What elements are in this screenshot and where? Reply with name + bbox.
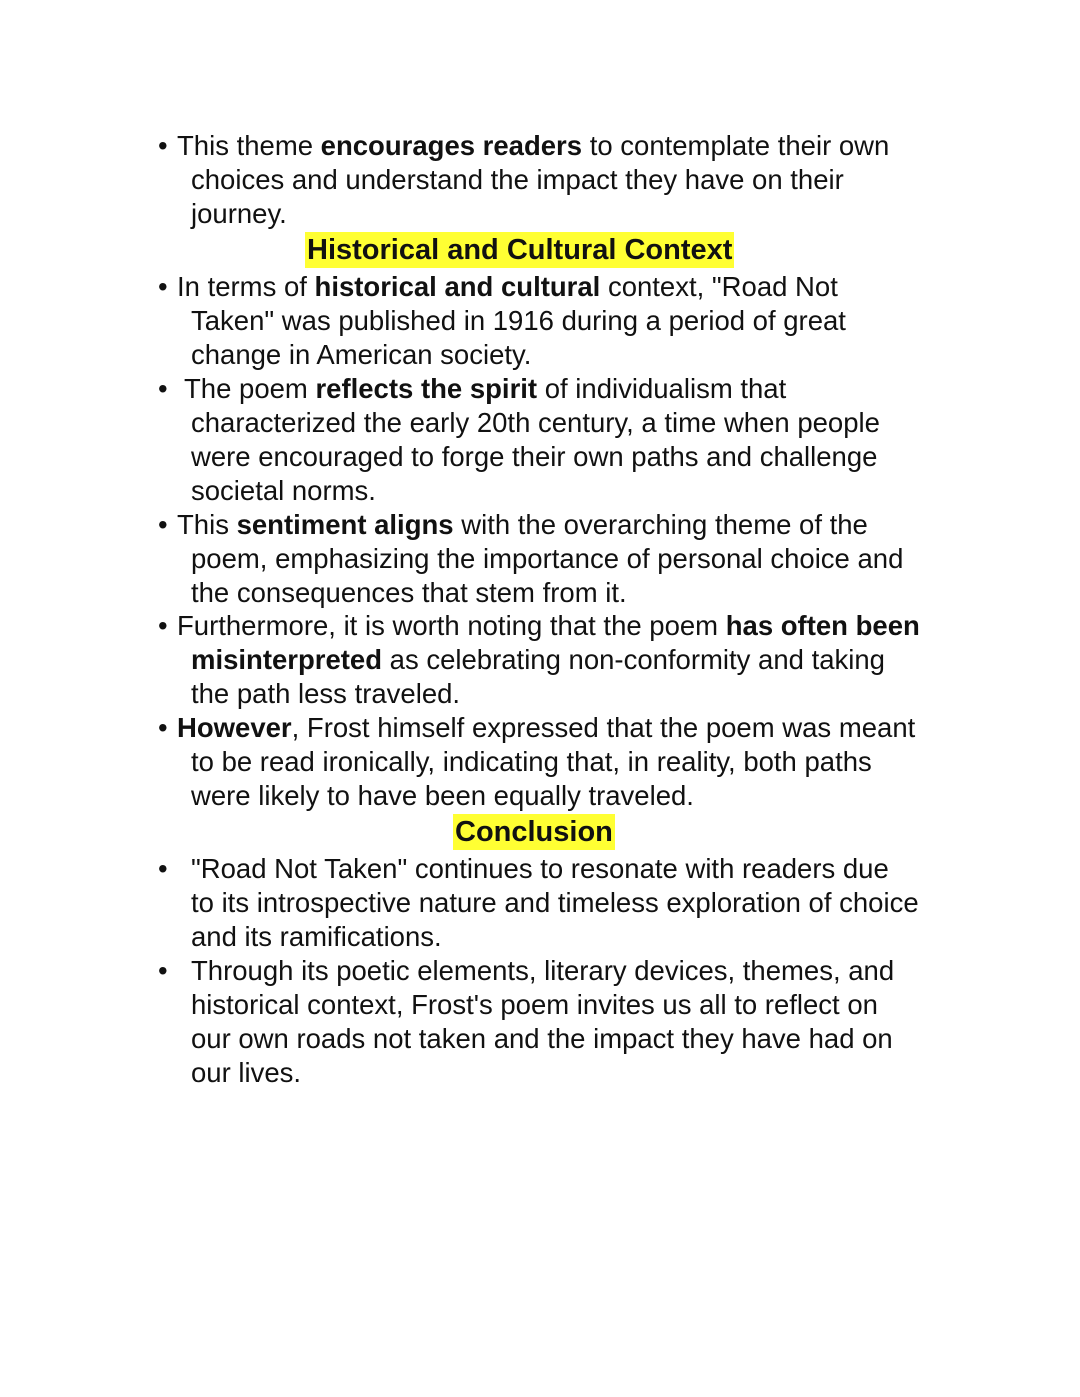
text-line (191, 886, 981, 920)
text-run: to be read ironically, indicating that, in reality, both paths (191, 746, 872, 777)
text-line (191, 542, 981, 576)
text-run: This (177, 509, 237, 540)
text-line (191, 163, 981, 197)
bullet-marker: • (158, 712, 168, 743)
text-line (177, 270, 981, 304)
text-line (191, 338, 981, 372)
bold-phrase: sentiment aligns (236, 509, 454, 540)
text-line (191, 440, 981, 474)
text-run: Taken" was published in 1916 during a period of great (191, 305, 846, 336)
text-run: to contemplate their own (582, 130, 890, 161)
text-line (191, 406, 981, 440)
text-line (177, 129, 981, 163)
bold-phrase: misinterpreted (191, 644, 383, 675)
text-run: the consequences that stem from it. (191, 577, 627, 608)
bullet-text (177, 508, 981, 610)
section-heading-historical: Historical and Cultural Context (307, 234, 733, 266)
text-run: journey. (191, 198, 287, 229)
text-line (191, 779, 981, 813)
bullet-text (177, 129, 981, 231)
text-run: context, "Road Not (600, 271, 838, 302)
text-line (191, 852, 981, 886)
text-run: were likely to have been equally traveled. (191, 780, 694, 811)
bold-phrase: reflects the spirit (315, 373, 538, 404)
text-line (191, 1056, 981, 1090)
text-line (177, 711, 981, 745)
text-run: choices and understand the impact they have on their (191, 164, 844, 195)
text-run: In terms of (177, 271, 315, 302)
text-line (191, 988, 981, 1022)
text-run: of individualism that (537, 373, 787, 404)
bullet-marker: • (158, 373, 168, 404)
text-line (177, 508, 981, 542)
text-line (177, 609, 981, 643)
text-run: , Frost himself expressed that the poem was meant (291, 712, 916, 743)
text-run: to its introspective nature and timeless exploration of choice (191, 887, 919, 918)
section-heading-conclusion: Conclusion (455, 816, 613, 848)
text-run: with the overarching theme of the (453, 509, 868, 540)
bold-phrase: has often been (725, 610, 920, 641)
text-run: were encouraged to forge their own paths and challenge (191, 441, 878, 472)
bold-phrase: However (177, 712, 292, 743)
text-run: characterized the early 20th century, a time when people (191, 407, 880, 438)
text-run: change in American society. (191, 339, 532, 370)
text-run: as celebrating non-conformity and taking (382, 644, 885, 675)
text-line (191, 920, 981, 954)
text-run: The poem (184, 373, 316, 404)
text-line (191, 576, 981, 610)
text-line (191, 1022, 981, 1056)
text-run: societal norms. (191, 475, 376, 506)
bold-phrase: historical and cultural (314, 271, 601, 302)
text-run: Furthermore, it is worth noting that the poem (177, 610, 726, 641)
text-run: historical context, Frost's poem invites us all to reflect on (191, 989, 878, 1020)
bullet-text (184, 372, 981, 508)
bullet-text (177, 609, 981, 711)
bullet-text (191, 852, 981, 954)
text-run: "Road Not Taken" continues to resonate with readers due (191, 853, 889, 884)
bullet-marker: • (158, 130, 168, 161)
text-line (191, 954, 981, 988)
text-line (191, 677, 981, 711)
text-line (191, 197, 981, 231)
text-run: our own roads not taken and the impact they have had on (191, 1023, 893, 1054)
text-line (191, 643, 981, 677)
bullet-text (191, 954, 981, 1090)
bullet-text (177, 711, 981, 813)
text-line (184, 372, 981, 406)
text-run: the path less traveled. (191, 678, 461, 709)
text-run: and its ramifications. (191, 921, 442, 952)
bullet-marker: • (158, 509, 168, 540)
bullet-marker: • (158, 853, 168, 884)
text-run: our lives. (191, 1057, 302, 1088)
bullet-marker: • (158, 610, 168, 641)
text-line (191, 304, 981, 338)
text-run: Through its poetic elements, literary devices, themes, and (191, 955, 895, 986)
bullet-marker: • (158, 955, 168, 986)
bold-phrase: encourages readers (320, 130, 583, 161)
bullet-marker: • (158, 271, 168, 302)
text-run: poem, emphasizing the importance of personal choice and (191, 543, 904, 574)
text-run: This theme (177, 130, 321, 161)
bullet-text (177, 270, 981, 372)
text-line (191, 745, 981, 779)
text-line (191, 474, 981, 508)
